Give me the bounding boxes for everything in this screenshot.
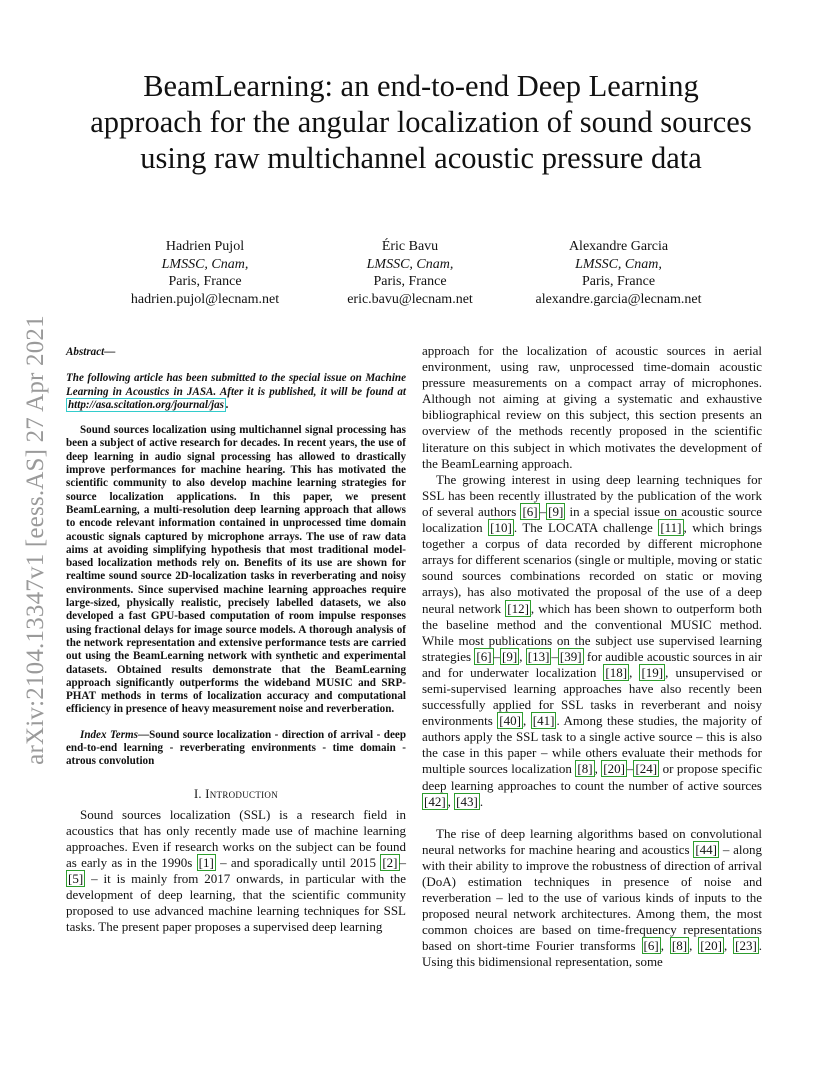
abstract-heading: Abstract—	[66, 346, 116, 358]
citation-link[interactable]: [13]	[527, 648, 550, 664]
abstract-body: Sound sources localization using multichannel signal processing has been a subject of active research for decades. In recent years, the use of deep learning in audio signal processing has allowed to drastically improve performances for machine hearing. This has motivated the scientific community to also develop machine learning strategies for source localization applications. In this paper, we present BeamLearning, a multi-resolution deep learning approach that allows to encode relevant information contained in unprocessed time domain acoustic signals captured by microphone arrays. The use of raw data aims at avoiding simplifying hypothesis that most traditional model-based localization methods rely on. Benefits of its use are shown for realtime sound source 2D-localization tasks in reverberating and noisy environments. Since supervised machine learning approaches require large-sized, physically realistic, precisely labelled datasets, we also developed a fast GPU-based computation of room impulse responses using fractional delays for image source models. A thorough analysis of the network representation and extensive performance tests are carried out using the BeamLearning network with synthetic and experimental datasets. Obtained results demonstrate that the BeamLearning approach significantly outperforms the wideband MUSIC and SRP-PHAT methods in terms of localization accuracy and computational efficiency in presence of heavy measurement noise and reverberation.	[66, 424, 406, 716]
index-terms-text: —Sound source localization - direction of arrival - deep end-to-end learning - reverberating environments - time domain - atrous convolution	[66, 728, 406, 768]
citation-link[interactable]: [2]	[382, 854, 398, 870]
citation-link[interactable]: [20]	[603, 761, 625, 777]
citation-link[interactable]: [11]	[660, 520, 682, 536]
citation-link[interactable]: [10]	[490, 520, 512, 536]
paragraph-1: approach for the localization of acoustic sources in aerial environment, using raw, unprocessed time-domain acoustic pressure measurements on a compact array of microphones. Although not aiming at giving a systematic and exhaustive bibliographical review on this subject, this section presents an overview of the methods recently proposed in the scientific literature on this subject in which motivates the development of the BeamLearning approach.	[422, 343, 762, 471]
author-block-1	[105, 238, 305, 308]
text-run: –	[551, 648, 558, 664]
author-block-2	[315, 238, 505, 308]
citation-link[interactable]: [44]	[695, 841, 718, 857]
text-run: – and sporadically until 2015	[215, 854, 381, 870]
journal-link[interactable]: http://asa.scitation.org/journal/jas	[68, 398, 224, 411]
paper-title: BeamLearning: an end-to-end Deep Learning approach for the angular localization of sound sources using raw multichannel acoustic pressure data	[90, 69, 752, 175]
author-email: hadrien.pujol@lecnam.net	[130, 291, 280, 307]
author-affiliation: LMSSC, Cnam,	[366, 256, 454, 272]
author-name: Hadrien Pujol	[165, 239, 245, 254]
citation-link[interactable]: [20]	[700, 938, 722, 954]
citation-link[interactable]: [8]	[671, 938, 688, 954]
text-run: –	[626, 761, 634, 777]
text-run: Sound sources localization (SSL) is a research field in acoustics that has only recently made use of machine learning approaches. Even if research works on the subject can be found as early as in the 1990s	[66, 806, 406, 870]
text-run: – it is mainly from 2017 onwards, in particular with the development of deep learning, that the scientific community proposed to use advanced machine learning techniques for SSL tasks. The present paper proposes a supervised deep learning	[66, 871, 406, 935]
citation-link[interactable]: [6]	[522, 503, 538, 519]
text-run: –	[493, 648, 501, 664]
text-run: ,	[660, 938, 670, 954]
arxiv-id: arXiv:2104.13347v1 [eess.AS] 27 Apr 2021	[22, 315, 49, 765]
text-run: . Using this bidimensional representation, some	[422, 938, 763, 970]
citation-link[interactable]: [12]	[507, 600, 529, 616]
section-heading: I. Introduction	[193, 786, 279, 801]
citation-link[interactable]: [6]	[643, 938, 659, 954]
author-block-3	[516, 238, 721, 308]
author-location: Paris, France	[168, 274, 242, 289]
text-run: ,	[629, 664, 640, 680]
paragraph-3	[422, 826, 762, 971]
author-location: Paris, France	[581, 274, 656, 289]
submission-note	[66, 372, 406, 412]
paragraph-2	[422, 472, 762, 810]
text-run: The growing interest in using deep learning techniques for SSL has been recently illustrated by the publication of the work of several authors	[422, 471, 762, 519]
author-name: Alexandre Garcia	[568, 239, 669, 254]
intro-paragraph	[66, 807, 406, 936]
citation-link[interactable]: [23]	[735, 938, 757, 954]
text-run: ,	[447, 793, 455, 809]
right-column	[422, 343, 762, 971]
citation-link[interactable]: [40]	[499, 713, 521, 729]
text-run: or propose specific deep learning approaches to count the number of active sources	[422, 761, 762, 793]
citation-link[interactable]: [9]	[502, 648, 518, 664]
citation-link[interactable]: [9]	[548, 503, 564, 519]
text-run: – along with their ability to improve the robustness of direction of arrival (DoA) estimation techniques in presence of noise and reverberation – led to the use of various kinds of inputs to the proposed neural network architectures. Among them, the most common choices are based on time-frequency representations based on short-time Fourier transforms	[422, 841, 762, 954]
text-run: ,	[522, 713, 531, 729]
arxiv-sidebar-stamp	[8, 290, 64, 790]
submission-note-text: The following article has been submitted to the special issue on Machine Learning in Acoustics in JASA. After it is published, it will be found at	[66, 372, 406, 398]
text-run: . Among these studies, the majority of authors apply the SSL task to a single active source – this is also the case in this paper – while others evaluate their methods for multiple sources localization	[422, 713, 762, 777]
author-affiliation: LMSSC, Cnam,	[161, 256, 249, 272]
text-run: , which brings together a corpus of data recorded by different microphone arrays for different scenarios (single or multiple, moving or static sound sources combinations recorded on static or moving arrays), has also motivated the proposal of the use of a deep neural network	[422, 520, 762, 616]
citation-link[interactable]: [39]	[559, 648, 582, 664]
citation-link[interactable]: [43]	[456, 793, 478, 809]
submission-note-end: .	[225, 398, 229, 411]
citation-link[interactable]: [24]	[635, 761, 658, 777]
citation-link[interactable]: [1]	[198, 854, 214, 870]
citation-link[interactable]: [18]	[605, 664, 628, 680]
left-column	[66, 346, 406, 935]
citation-link[interactable]: [19]	[641, 664, 664, 680]
text-run: –	[539, 503, 547, 519]
author-email: eric.bavu@lecnam.net	[347, 291, 473, 307]
author-name: Éric Bavu	[381, 239, 439, 254]
author-affiliation: LMSSC, Cnam,	[575, 256, 662, 272]
author-location: Paris, France	[373, 274, 447, 289]
index-terms-label: Index Terms	[80, 728, 138, 741]
text-run: –	[399, 854, 406, 870]
text-run: , which has been shown to outperform both the baseline method and the conventional MUSIC method. While most publications on the subject use supervised learning strategies	[422, 600, 762, 664]
text-run: The rise of deep learning algorithms based on convolutional neural networks for machine hearing and acoustics	[422, 825, 762, 857]
text-run: ,	[519, 648, 526, 664]
text-run: .	[479, 793, 484, 809]
text-run: ,	[689, 938, 699, 954]
text-run: for audible acoustic sources in air and for underwater localization	[422, 648, 763, 680]
citation-link[interactable]: [8]	[577, 761, 593, 777]
citation-link[interactable]: [41]	[532, 713, 555, 729]
index-terms	[66, 729, 406, 769]
citation-link[interactable]: [42]	[424, 793, 446, 809]
text-run: ,	[723, 938, 734, 954]
text-run: . The LOCATA challenge	[513, 520, 659, 536]
author-email: alexandre.garcia@lecnam.net	[535, 291, 702, 307]
text-run: in a special issue on acoustic source localization	[422, 503, 762, 536]
citation-link[interactable]: [5]	[68, 871, 84, 887]
text-run: ,	[594, 761, 602, 777]
citation-link[interactable]: [6]	[476, 648, 492, 664]
text-run: , unsupervised or semi-supervised learning approaches have also recently been successfully applied for SSL tasks in reverberant and noisy environments	[422, 664, 762, 729]
